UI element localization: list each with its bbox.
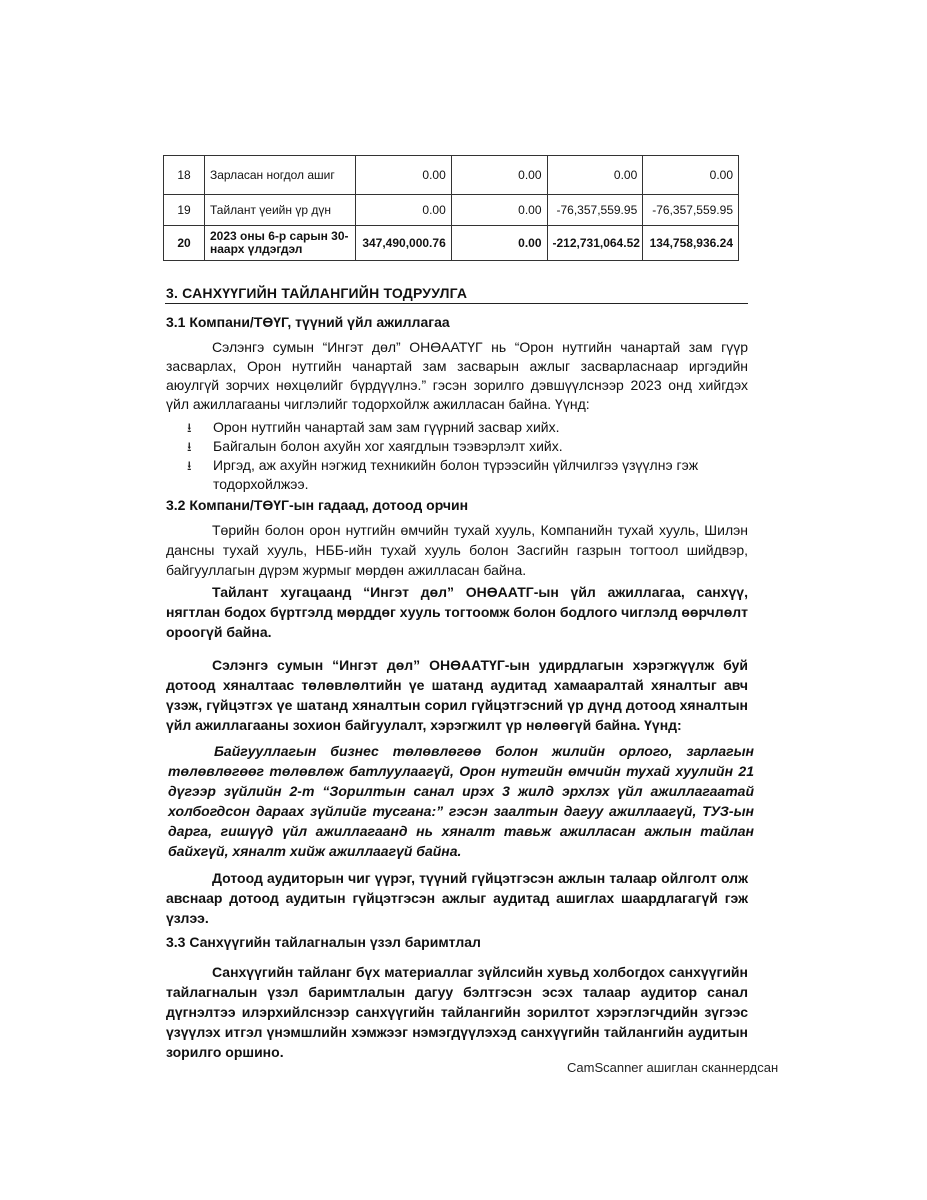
table-row (164, 156, 739, 195)
subsection-heading-3-3: 3.3 Санхүүгийн тайлагналын үзэл баримтлал (166, 934, 481, 950)
cell-value: 0.00 (451, 226, 547, 261)
arrow-down-bullet-icon: ⭳ (187, 439, 192, 454)
scanner-watermark: CamScanner ашиглан сканнердсан (567, 1060, 779, 1075)
paragraph-3-2-5: Дотоод аудиторын чиг үүрэг, түүний гүйцэтгэсэн ажлын талаар ойлголт олж авснаар дотоод аудитын гүйцэтгэсэн ажлыг аудитад ашиглах шаардлагагүй гэж үзлээ. (166, 870, 748, 926)
paragraph-3-3: Санхүүгийн тайланг бүх материаллаг зүйлсийн хувьд холбогдох санхүүгийн тайлагналын үзэл баримтлалын дагуу бэлтгэсэн эсэх талаар аудитор санал дүгнэлтээ илэрхийлснээр санхүүгийн тайлангийн зорилтот хэрэглэгчдийн зүгээс үзүүлэх итгэл үнэмшлийн хэмжээг нэмэгдүүлэхэд санхүүгийн тайлангийн аудитын зорилго оршино. (166, 964, 748, 1060)
cell-value: 0.00 (356, 156, 452, 195)
cell-value: -212,731,064.52 (547, 226, 643, 261)
paragraph-3-1: Сэлэнгэ сумын “Ингэт дөл” ОНӨААТҮГ нь “Орон нутгийн чанартай зам гүүр засварлах, Орон нутгийн чанартай зам засварын ажлыг засварласнаар иргэдийн аюулгүй зорчих нөхцөлийг бүрдүүлнэ.” гэсэн зорилго дэвшүүлснээр 2023 онд хийгдэх үйл ажиллагааны чиглэлийг тодорхойлж ажилласан байна. Үүнд: (166, 339, 748, 412)
list-item-text: Байгалын болон ахуйн хог хаягдлын тээвэрлэлт хийх. (213, 438, 563, 454)
list-item (185, 437, 751, 456)
activity-list (185, 418, 751, 494)
arrow-down-bullet-icon: ⭳ (187, 458, 192, 473)
cell-value: 0.00 (451, 195, 547, 226)
cell-value: 0.00 (643, 156, 739, 195)
list-item (185, 456, 751, 494)
cell-value: 0.00 (451, 156, 547, 195)
paragraph-3-2-2: Тайлант хугацаанд “Ингэт дөл” ОНӨААТГ-ын үйл ажиллагаа, санхүү, нягтлан бодох бүртгэлд мөрддөг хууль тогтоомж болон бодлого чиглэлд өөрчлөлт ороогүй байна. (166, 584, 748, 640)
row-label: Зарласан ногдол ашиг (205, 156, 356, 195)
table-row (164, 195, 739, 226)
subsection-heading-3-2: 3.2 Компани/ТӨҮГ-ын гадаад, дотоод орчин (166, 497, 469, 513)
subsection-heading-3-1: 3.1 Компани/ТӨҮГ, түүний үйл ажиллагаа (166, 314, 450, 330)
arrow-down-bullet-icon: ⭳ (187, 420, 192, 435)
cell-value: 134,758,936.24 (643, 226, 739, 261)
cell-value: 0.00 (356, 195, 452, 226)
row-number: 18 (164, 156, 205, 195)
cell-value: -76,357,559.95 (547, 195, 643, 226)
row-number: 19 (164, 195, 205, 226)
cell-value: 347,490,000.76 (356, 226, 452, 261)
list-item-text: Иргэд, аж ахуйн нэгжид техникийн болон түрээсийн үйлчилгээ үзүүлнэ гэж тодорхойлжээ. (213, 457, 699, 492)
list-item (185, 418, 751, 437)
section-title: 3. САНХҮҮГИЙН ТАЙЛАНГИЙН ТОДРУУЛГА (166, 285, 468, 301)
row-label: Тайлант үеийн үр дүн (205, 195, 356, 226)
paragraph-3-2-1: Төрийн болон орон нутгийн өмчийн тухай хууль, Компанийн тухай хууль, Шилэн дансны тухай хууль, НББ-ийн тухай хууль болон Засгийн газрын тогтоол шийдвэр, байгууллагын дүрэм журмыг мөрдөн ажилласан байна. (166, 522, 748, 578)
cell-value: -76,357,559.95 (643, 195, 739, 226)
list-item-text: Орон нутгийн чанартай зам зам гүүрний засвар хийх. (213, 419, 560, 435)
table-row (164, 226, 739, 261)
row-label: 2023 оны 6-р сарын 30-наарх үлдэгдэл (205, 226, 356, 261)
paragraph-3-2-3: Сэлэнгэ сумын “Ингэт дөл” ОНӨААТҮГ-ын удирдлагын хэрэгжүүлж буй дотоод хяналтаас төлөвлөлтийн үе шатанд аудитад хамааралтай хяналтыг авч үзэж, гүйцэтгэх үе шатанд хяналтын сорил гүйцэтгэсний үр дүнд дотоод хяналтын үйл ажиллагааны зохион байгуулалт, хэрэгжилт үр нөлөөгүй байна. Үүнд: (166, 657, 748, 733)
equity-table (163, 155, 739, 261)
cell-value: 0.00 (547, 156, 643, 195)
row-number: 20 (164, 226, 205, 261)
paragraph-3-2-4: Байгууллагын бизнес төлөвлөгөө болон жилийн орлого, зарлагын төлөвлөгөөг төлөвлөж батлуулаагүй, Орон нутгийн өмчийн тухай хуулийн 21 дүгээр зүйлийн 2-т “Зорилтын санал ирэх 3 жилд эрхлэх үйл ажиллагаатай холбогдсон дараах зүйлийг тусгана:” гэсэн заалтын дагуу ажиллаагүй, ТУЗ-ын дарга, гишүүд үйл ажиллагаанд нь хяналт тавьж ажилласан ажлын тайлан байхгүй, хяналт хийж ажиллаагүй байна. (168, 743, 754, 859)
section-divider (165, 303, 748, 304)
